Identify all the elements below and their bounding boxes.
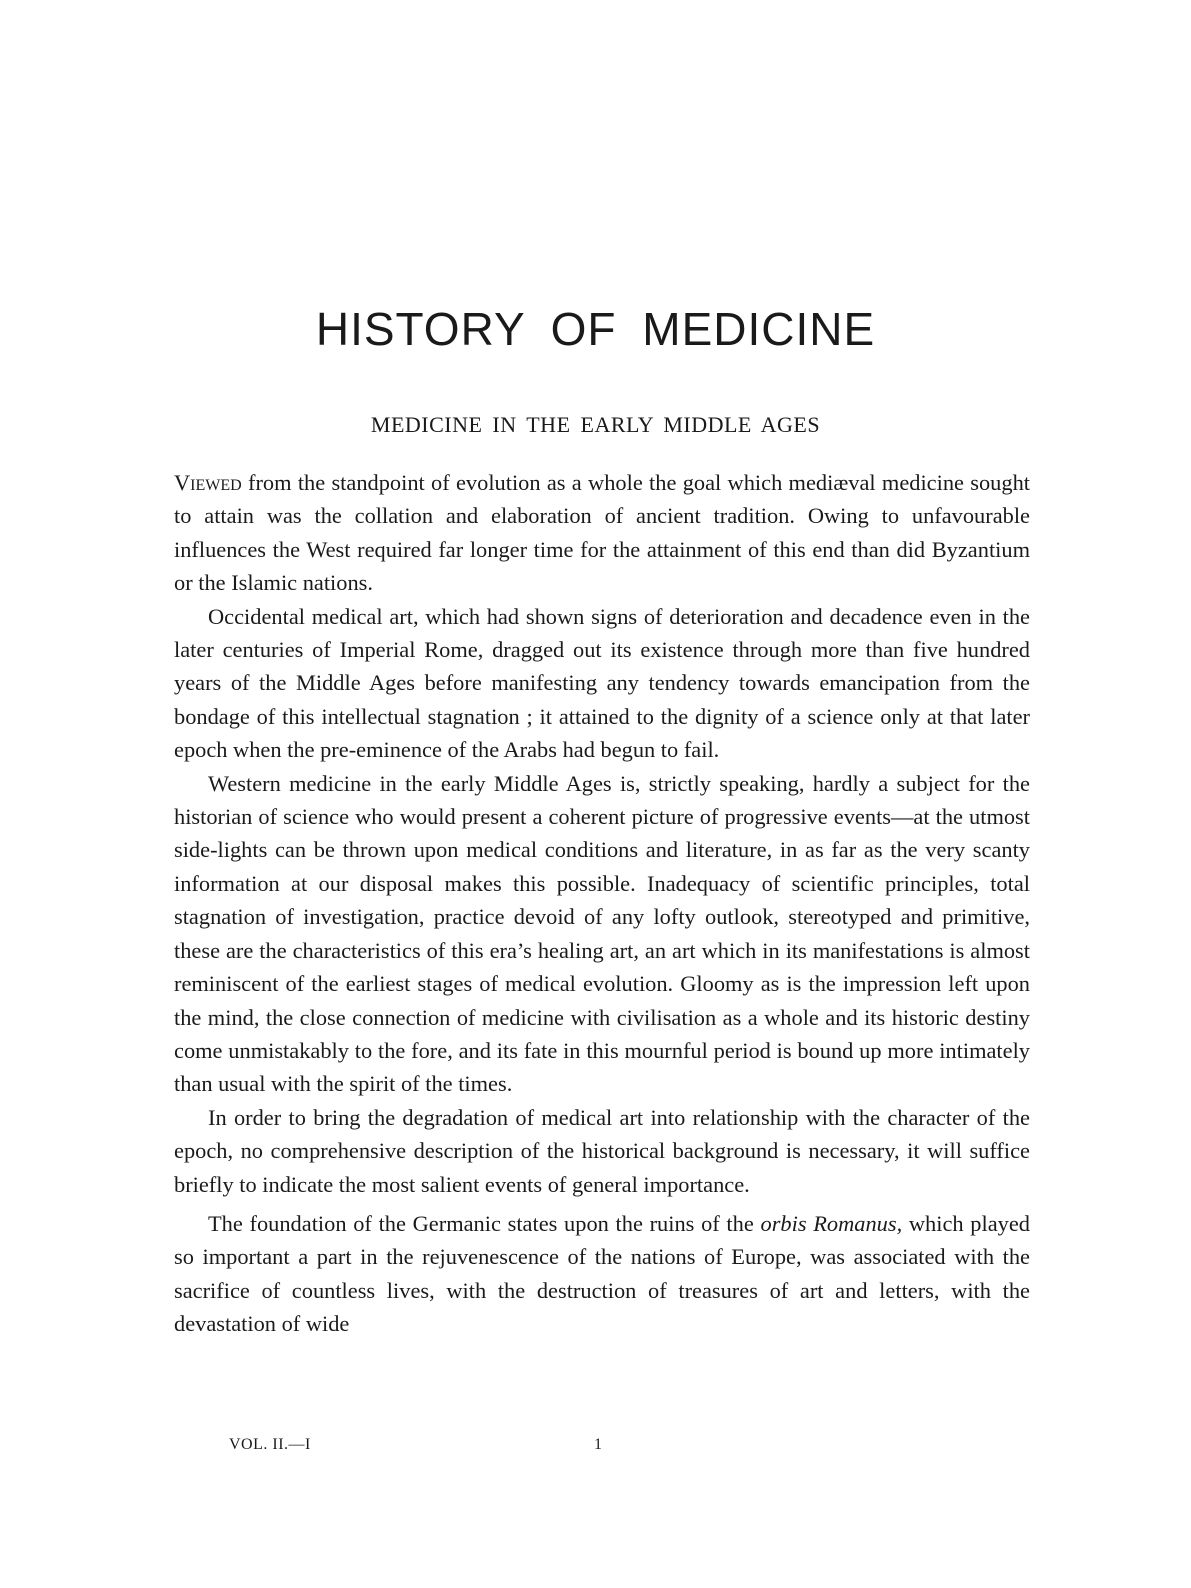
paragraph-text: The foundation of the Germanic states upon the ruins of the [208,1210,761,1236]
paragraph-lead-word: Viewed [174,470,242,495]
body-text [174,466,1030,1341]
page-footer [0,1436,1191,1460]
paragraph-2: Occidental medical art, which had shown signs of deterioration and decadence even in the later centuries of Imperial Rome, dragged out its existence through more than five hundred years of the Middle Ages before manifesting any tendency towards emancipation from the bondage of this intellectual stagnation ; it attained to the dignity of a science only at that later epoch when the pre-eminence of the Arabs had begun to fail. [174,603,1030,763]
chapter-heading: MEDICINE IN THE EARLY MIDDLE AGES [370,412,821,437]
paragraph-1 [174,466,1030,600]
volume-signature: VOL. II.—I [229,1436,311,1453]
paragraph-text: from the standpoint of evolution as a whole the goal which mediæval medicine sought to attain was the collation and elaboration of ancient tradition. Owing to unfavourable influences the West required far longer time for the attainment of this end than did Byzantium or the Islamic nations. [174,470,1030,596]
paragraph-text: which played so important a part in the rejuvenescence of the nations of Europe, was associated with the sacrifice of countless lives, with the destruction of treasures of art and letters, with the devastation of wide [174,1210,1030,1337]
page-number: 1 [594,1436,602,1453]
paragraph-4: In order to bring the degradation of medical art into relationship with the character of the epoch, no comprehensive description of the historical background is necessary, it will suffice briefly to indicate the most salient events of general importance. [174,1104,1030,1197]
italic-phrase: orbis Romanus, [760,1210,903,1236]
paragraph-5 [174,1207,1030,1341]
paragraph-3: Western medicine in the early Middle Ages is, strictly speaking, hardly a subject for the historian of science who would present a coherent picture of progressive events—at the utmost side-lights can be thrown upon medical conditions and literature, in as far as the very scanty information at our disposal makes this possible. Inadequacy of scientific principles, total stagnation of investigation, practice devoid of any lofty outlook, stereotyped and primitive, these are the characteristics of this era’s healing art, an art which in its manifestations is almost reminiscent of the earliest stages of medical evolution. Gloomy as is the impression left upon the mind, the close connection of medicine with civilisation as a whole and its historic destiny come unmistakably to the fore, and its fate in this mournful period is bound up more intimately than usual with the spirit of the times. [174,770,1030,1097]
page-title: HISTORY OF MEDICINE [315,303,876,355]
